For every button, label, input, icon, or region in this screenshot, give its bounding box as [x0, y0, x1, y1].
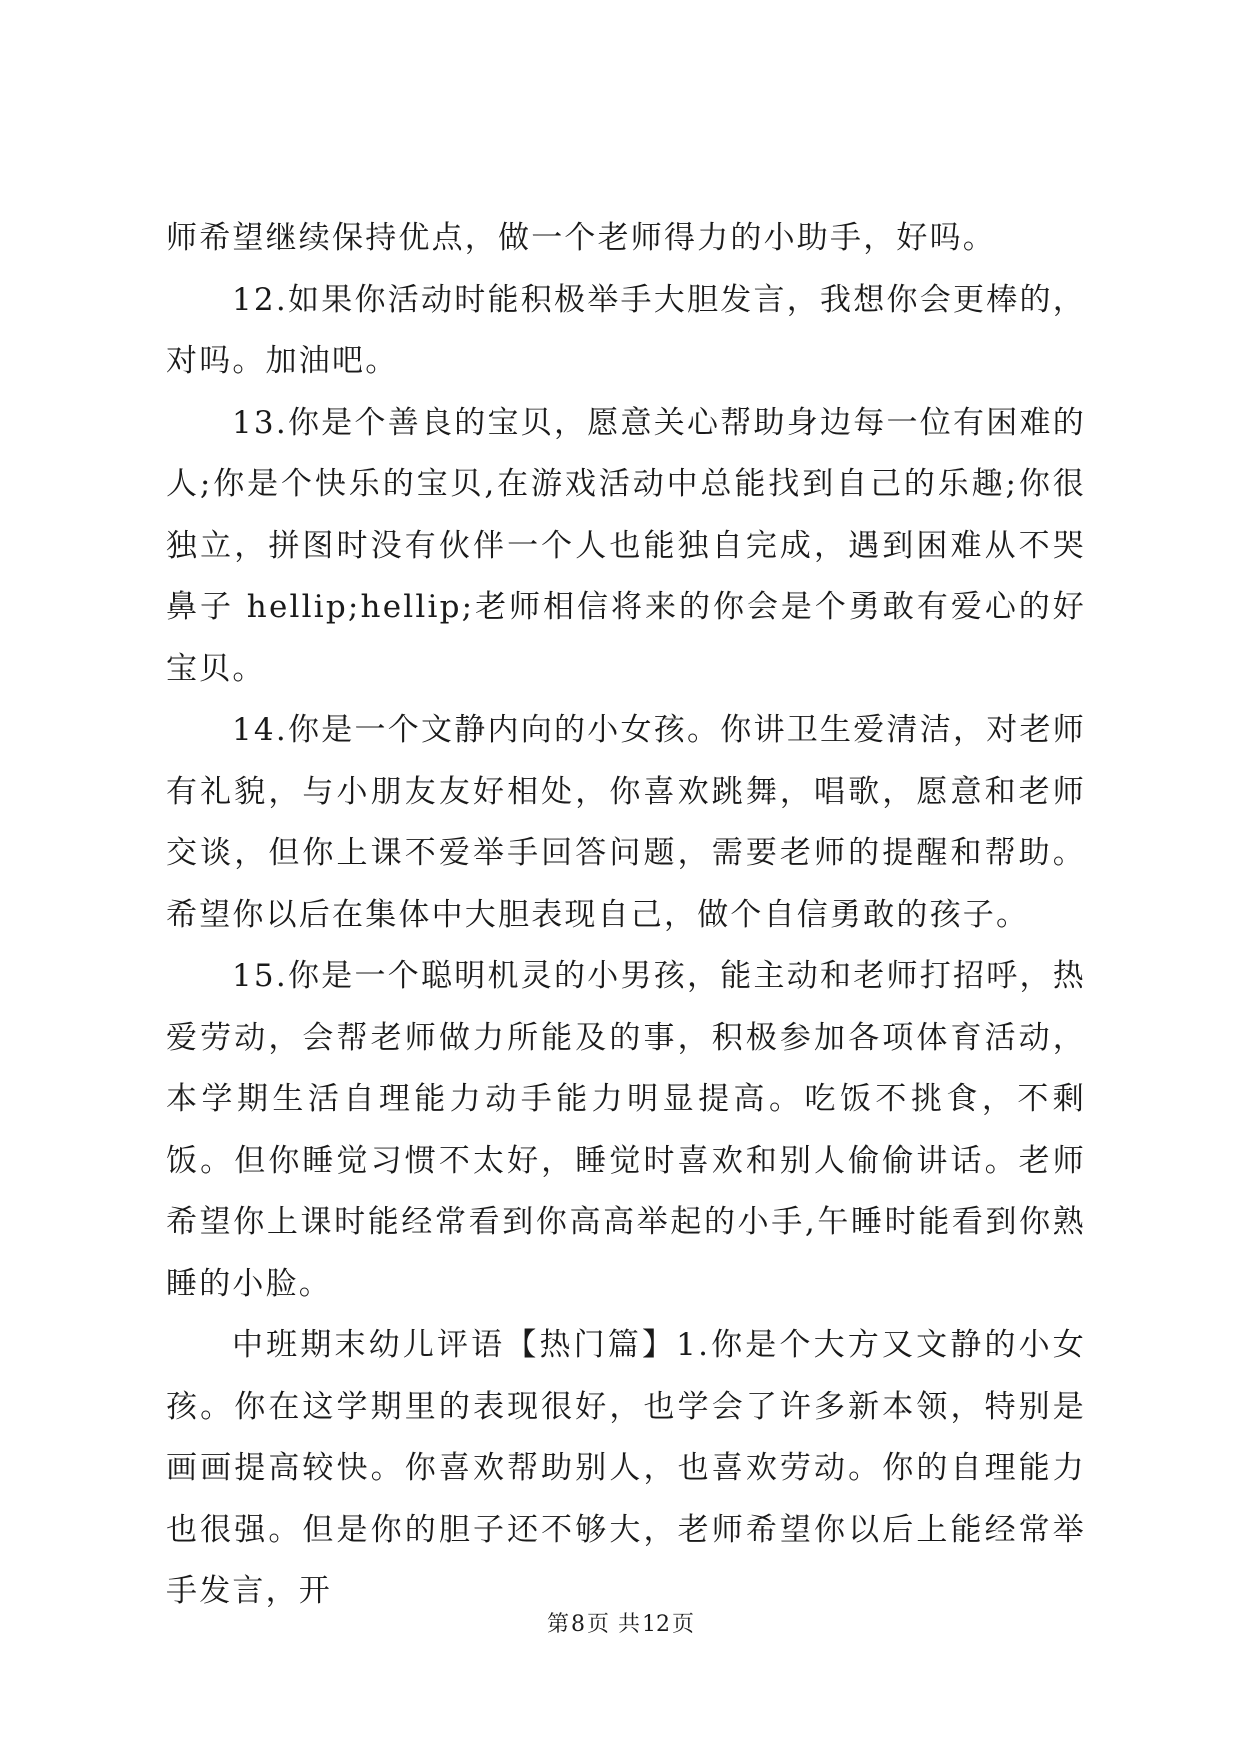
footer-total-unit: 页 [672, 1612, 695, 1637]
page-footer [0, 1607, 1241, 1638]
paragraph-continuation: 师希望继续保持优点，做一个老师得力的小助手，好吗。 [166, 220, 996, 256]
footer-page-unit: 页 [586, 1612, 609, 1637]
paragraph-section-hot: 中班期末幼儿评语【热门篇】1.你是个大方又文静的小女孩。你在这学期里的表现很好，也学会了许多新本领，特别是画画提高较快。你喜欢帮助别人，也喜欢劳动。你的自理能力也很强。但是你的胆子还不够大，老师希望你以后上能经常举手发言，开 [166, 1327, 1086, 1609]
footer-current-page: 8 [570, 1612, 585, 1637]
footer-total-prefix: 共 [618, 1612, 641, 1637]
document-body [166, 208, 1086, 1623]
paragraph-item-13: 13.你是个善良的宝贝，愿意关心帮助身边每一位有困难的人;你是个快乐的宝贝,在游戏活动中总能找到自己的乐趣;你很独立，拼图时没有伙伴一个人也能独自完成，遇到困难从不哭鼻子 hellip;hellip;老师相信将来的你会是个勇敢有爱心的好宝贝。 [166, 404, 1086, 687]
footer-total-pages: 12 [642, 1612, 671, 1637]
paragraph-item-12: 12.如果你活动时能积极举手大胆发言，我想你会更棒的，对吗。加油吧。 [166, 281, 1086, 379]
footer-prefix: 第 [546, 1612, 569, 1637]
paragraph-item-14: 14.你是一个文静内向的小女孩。你讲卫生爱清洁，对老师有礼貌，与小朋友友好相处，你喜欢跳舞，唱歌，愿意和老师交谈，但你上课不爱举手回答问题，需要老师的提醒和帮助。希望你以后在集体中大胆表现自己，做个自信勇敢的孩子。 [166, 712, 1086, 933]
paragraph-item-15: 15.你是一个聪明机灵的小男孩，能主动和老师打招呼，热爱劳动，会帮老师做力所能及的事，积极参加各项体育活动，本学期生活自理能力动手能力明显提高。吃饭不挑食，不剩饭。但你睡觉习惯不太好，睡觉时喜欢和别人偷偷讲话。老师希望你上课时能经常看到你高高举起的小手,午睡时能看到你熟睡的小脸。 [166, 958, 1086, 1302]
